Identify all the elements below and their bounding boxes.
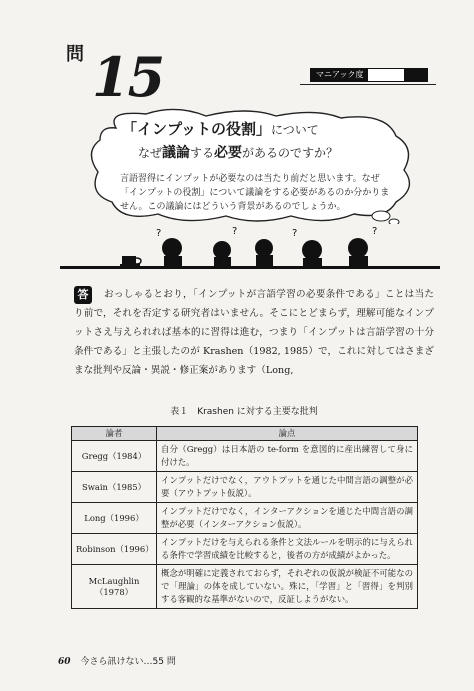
table-cell-name: Robinson（1996） — [72, 534, 157, 565]
table-cell-point: インプットだけでなく，アウトプットを通じた中間言語の調整が必要（アウトプット仮説）。 — [157, 472, 418, 503]
svg-text:?: ? — [156, 228, 162, 239]
svg-text:?: ? — [372, 226, 378, 237]
table-header-row — [72, 427, 418, 441]
question-title-line2 — [138, 142, 338, 162]
table-header: 論点 — [157, 427, 418, 441]
title-part: なぜ — [138, 146, 163, 160]
answer-text: おっしゃるとおり，「インプットが言語学習の必要条件である」ことは当たり前で，それを否定する研究者はいません。そこにとどまらず，理解可能なインプットさえ与えられれば基本的に習得は進む，つまり「インプットは言語学習の十分条件である」と主張したのが Krashen（1982, 1985）で，これに対してはさまざまな批判や反論・異説・修正案があります（Long, — [74, 289, 434, 376]
mania-bar — [368, 69, 427, 81]
mania-meter — [310, 68, 428, 82]
page-number: 60 — [58, 657, 71, 667]
table-caption: 表１ Krashen に対する主要な批判 — [170, 407, 318, 417]
question-label: 問 — [66, 44, 84, 65]
cup-icon — [120, 256, 141, 266]
svg-text:?: ? — [292, 228, 298, 239]
table-cell-point: 概念が明確に定義されておらず，それぞれの仮説が検証不可能なので「理論」の体を成していない。殊に，「学習」と「習得」を判別する客観的な基準がないので，反証しようがない。 — [157, 565, 418, 609]
question-title-line1 — [122, 118, 319, 139]
table-row — [72, 472, 418, 503]
table-cell-point: インプットだけでなく，インターアクションを通じた中間言語の調整が必要（インターアクション仮説）。 — [157, 503, 418, 534]
header-rule — [300, 84, 436, 85]
question-body: 言語習得にインプットが必要なのは当たり前だと思います。なぜ「インプットの役割」について議論をする必要があるのか分かりません。この議論にはどういう背景があるのでしょうか。 — [120, 174, 390, 212]
title-sub: について — [270, 123, 319, 137]
table-cell-name: McLaughlin（1978） — [72, 565, 157, 609]
title-main: 「インプットの役割」 — [122, 120, 271, 138]
title-part: 議論 — [162, 145, 191, 161]
thinking-people-illustration — [60, 222, 440, 270]
title-part: する — [190, 146, 215, 160]
criticism-table — [71, 426, 418, 609]
svg-text:?: ? — [232, 226, 238, 237]
mania-label: マニアック度 — [311, 69, 368, 81]
table-header: 論者 — [72, 427, 157, 441]
table-cell-name: Long（1996） — [72, 503, 157, 534]
question-number: 15 — [92, 45, 164, 109]
table-row — [72, 565, 418, 609]
table-cell-name: Gregg（1984） — [72, 441, 157, 472]
table-cell-point: 自分（Gregg）は日本語の te-form を意図的に産出練習して身に付けた。 — [157, 441, 418, 472]
table-row — [72, 534, 418, 565]
book-title: 今さら訊けない…55 問 — [80, 657, 176, 667]
mania-bar-fill — [404, 69, 427, 81]
title-part: 必要 — [214, 145, 243, 161]
title-part: があるのですか？ — [242, 146, 339, 160]
page-footer — [58, 654, 176, 667]
answer-mark: 答 — [74, 286, 92, 304]
table-row — [72, 441, 418, 472]
table-cell-name: Swain（1985） — [72, 472, 157, 503]
table-cell-point: インプットだけを与えられる条件と文法ルールを明示的に与えられる条件で学習成績を比較すると，後者の方が成績がよかった。 — [157, 534, 418, 565]
table-row — [72, 503, 418, 534]
